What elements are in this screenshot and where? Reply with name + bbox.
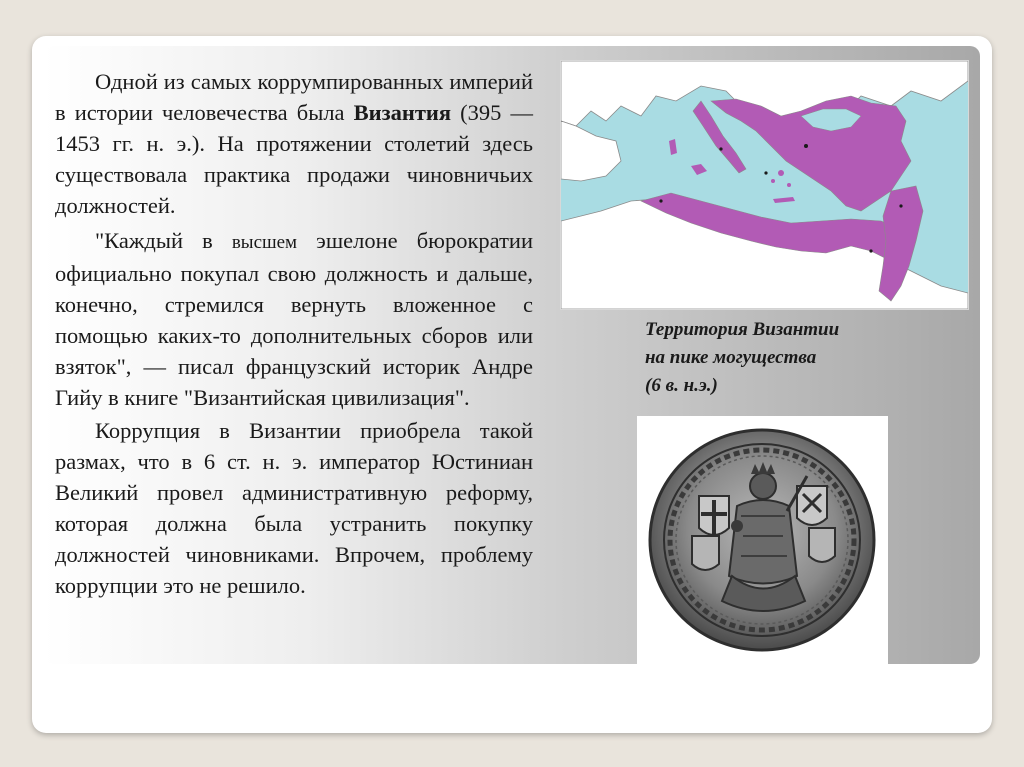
paragraph-1-bold: Византия bbox=[353, 100, 452, 125]
seal-graphic bbox=[637, 416, 888, 665]
map-caption-line-1: Территория Византии bbox=[645, 319, 840, 340]
paragraph-2-text-start: "Каждый в bbox=[95, 228, 232, 253]
paragraph-3: Коррупция в Византии приобрела такой размах, что в 6 ст. н. э. император Юстиниан Великий провел административную реформу, которая должна была устранить покупку должностей чиновниками. Впрочем, проблему коррупции это не решило. bbox=[55, 418, 533, 598]
paragraph-1-text-end: (395 — 1453 гг. н. э.). На протяжении столетий здесь существовала практика продажи чиновничьих должностей. bbox=[55, 100, 533, 218]
paragraph-1-text-start: Одной из самых коррумпированных империй в истории человечества была bbox=[55, 69, 533, 125]
paragraph-2-text-end: эшелоне бюрократии официально покупал свою должность и дальше, конечно, стремился вернуть вложенное с помощью каких-то дополнительных сборов или взяток", — писал французский историк Андре Гийу в книге "Византийская цивилизация". bbox=[55, 228, 533, 410]
map-caption-line-2: на пике могущества bbox=[645, 347, 817, 368]
paragraph-2 bbox=[55, 225, 533, 413]
byzantine-seal-image bbox=[637, 416, 888, 665]
byzantium-map-graphic bbox=[561, 61, 968, 309]
paragraph-1 bbox=[55, 66, 533, 221]
byzantium-map bbox=[560, 60, 969, 310]
paragraph-2-small-word: высшем bbox=[231, 232, 298, 253]
text-block bbox=[55, 66, 533, 605]
map-caption bbox=[645, 316, 945, 400]
map-caption-line-3: (6 в. н.э.) bbox=[645, 375, 718, 396]
